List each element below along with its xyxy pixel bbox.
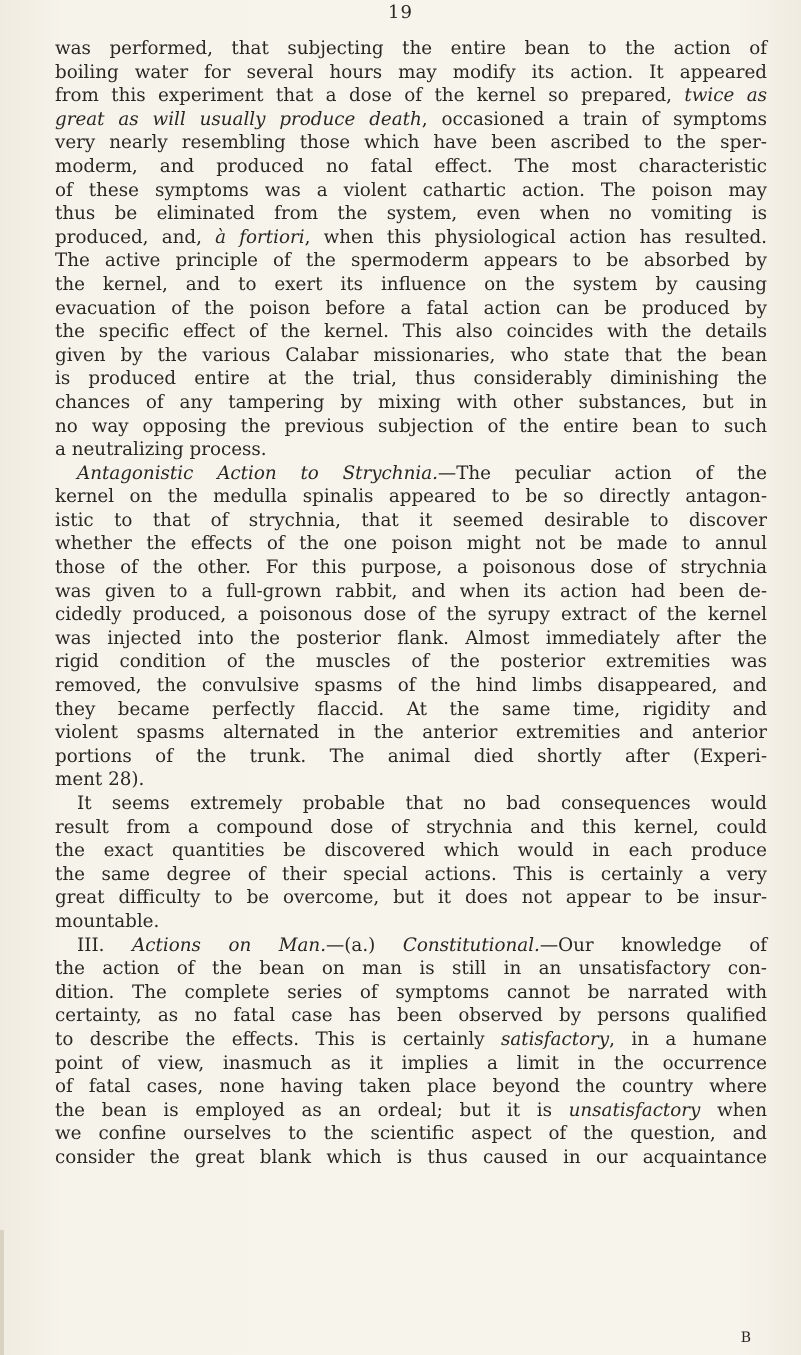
line-text: The active principle of the spermoderm appears to be absorbed by [55, 250, 767, 272]
line-text: very nearly resembling those which have been ascribed to the sper- [55, 132, 767, 154]
text-line [55, 344, 767, 368]
line-text: , in a humane [609, 1028, 767, 1050]
text-line [55, 1146, 767, 1170]
text-line [55, 367, 767, 391]
line-text: we confine ourselves to the scientific aspect of the question, and [55, 1123, 767, 1145]
line-text: , when this physiological action has resulted. [304, 226, 767, 248]
line-text: the specific effect of the kernel. This also coincides with the details [55, 321, 767, 343]
text-line [55, 839, 767, 863]
line-text: when [700, 1099, 768, 1121]
text-line [55, 556, 767, 580]
text-line [55, 1099, 767, 1123]
line-text: the kernel, and to exert its influence on the system by causing [55, 273, 767, 295]
line-text: —Our knowledge of [539, 934, 767, 956]
line-text: they became perfectly flaccid. At the same time, rigidity and [55, 698, 767, 720]
text-line [55, 910, 767, 934]
text-line [55, 1075, 767, 1099]
italic-text: unsatisfactory [568, 1099, 701, 1121]
line-text: produced, and, [55, 226, 216, 248]
text-line [55, 1122, 767, 1146]
text-line [55, 1052, 767, 1076]
text-line [55, 297, 767, 321]
line-text: istic to that of strychnia, that it seemed desirable to discover [55, 509, 767, 531]
line-text: evacuation of the poison before a fatal action can be produced by [55, 297, 767, 319]
line-text: , occasioned a train of symptoms [421, 108, 767, 130]
text-line [55, 273, 767, 297]
text-line [55, 179, 767, 203]
page-edge-shadow [0, 1230, 4, 1355]
line-text: certainty, as no fatal case has been observed by persons qualified [55, 1005, 767, 1027]
text-line [55, 438, 767, 462]
line-text: removed, the convulsive spasms of the hind limbs disappeared, and [55, 675, 767, 697]
text-line [55, 108, 767, 132]
line-text: cidedly produced, a poisonous dose of the syrupy extract of the kernel [55, 604, 767, 626]
text-line [55, 462, 767, 486]
italic-text: à fortiori [215, 226, 305, 248]
line-text: the same degree of their special actions. This is certainly a very [55, 863, 767, 885]
text-line [55, 745, 767, 769]
line-text: whether the effects of the one poison might not be made to annul [55, 533, 767, 555]
text-line [55, 391, 767, 415]
line-text: moderm, and produced no fatal effect. The most characteristic [55, 155, 767, 177]
text-line [55, 650, 767, 674]
line-text: violent spasms alternated in the anterior extremities and anterior [55, 722, 767, 744]
line-text: —(a.) [326, 934, 403, 956]
line-text: no way opposing the previous subjection of the entire bean to such [55, 415, 767, 437]
text-line [55, 721, 767, 745]
text-line [55, 61, 767, 85]
line-text: dition. The complete series of symptoms cannot be narrated with [55, 981, 767, 1003]
text-line [55, 509, 767, 533]
text-line [55, 957, 767, 981]
text-line [55, 816, 767, 840]
text-line [55, 768, 767, 792]
line-text: of fatal cases, none having taken place beyond the country where [55, 1076, 767, 1098]
line-text: those of the other. For this purpose, a poisonous dose of strychnia [55, 557, 767, 579]
line-text: was performed, that subjecting the entire bean to the action of [55, 38, 767, 59]
text-line [55, 37, 767, 61]
italic-text: Actions on Man. [132, 934, 327, 956]
line-text: III. [77, 934, 133, 956]
text-line [55, 792, 767, 816]
line-text: was given to a full-grown rabbit, and when its action had been de- [55, 580, 767, 602]
line-text: the bean is employed as an ordeal; but it is [55, 1099, 569, 1121]
text-line [55, 131, 767, 155]
text-line [55, 580, 767, 604]
line-text: great difficulty to be overcome, but it does not appear to be insur- [55, 887, 767, 909]
line-text: a neutralizing process. [55, 439, 267, 461]
line-text: kernel on the medulla spinalis appeared to be so directly antagon- [55, 486, 767, 508]
line-text: was injected into the posterior flank. Almost immediately after the [55, 627, 767, 649]
line-text: consider the great blank which is thus caused in our acquaintance [55, 1146, 767, 1168]
line-text: It seems extremely probable that no bad consequences would [77, 793, 767, 814]
line-text: boiling water for several hours may modify its action. It appeared [55, 61, 767, 83]
text-line [55, 1028, 767, 1052]
line-text: chances of any tampering by mixing with other substances, but in [55, 391, 767, 413]
text-line [55, 155, 767, 179]
text-line [55, 202, 767, 226]
text-line [55, 84, 767, 108]
italic-text: great as will usually produce death [55, 108, 422, 130]
text-line [55, 415, 767, 439]
text-line [55, 320, 767, 344]
line-text: mountable. [55, 910, 160, 932]
line-text: portions of the trunk. The animal died shortly after (Experi- [55, 745, 767, 767]
page-number: 19 [388, 2, 413, 23]
line-text: rigid condition of the muscles of the posterior extremities was [55, 651, 767, 673]
text-line [55, 934, 767, 958]
signature-mark: B [740, 1330, 751, 1346]
text-line [55, 249, 767, 273]
line-text: given by the various Calabar missionaries, who state that the bean [55, 344, 767, 366]
line-text: ment 28). [55, 769, 145, 791]
line-text: result from a compound dose of strychnia and this kernel, could [55, 816, 767, 838]
text-line [55, 886, 767, 910]
line-text: the action of the bean on man is still in an unsatisfactory con- [55, 958, 767, 980]
italic-text: twice as [684, 85, 767, 107]
line-text: —The peculiar action of the [437, 462, 767, 484]
italic-text: satisfactory [500, 1028, 610, 1050]
text-line [55, 981, 767, 1005]
text-line [55, 226, 767, 250]
text-line [55, 532, 767, 556]
text-line [55, 485, 767, 509]
italic-text: Constitutional. [402, 934, 540, 956]
body-text [55, 37, 767, 1170]
line-text: from this experiment that a dose of the kernel so prepared, [55, 85, 685, 107]
text-line [55, 674, 767, 698]
line-text: of these symptoms was a violent cathartic action. The poison may [55, 179, 767, 201]
line-text: point of view, inasmuch as it implies a limit in the occurrence [55, 1052, 767, 1074]
line-text: to describe the effects. This is certainly [55, 1028, 501, 1050]
line-text: is produced entire at the trial, thus considerably diminishing the [55, 368, 767, 390]
line-text: thus be eliminated from the system, even when no vomiting is [55, 203, 767, 225]
text-line [55, 698, 767, 722]
italic-text: Antagonistic Action to Strychnia. [77, 462, 438, 484]
text-line [55, 1004, 767, 1028]
text-line [55, 603, 767, 627]
text-line [55, 627, 767, 651]
line-text: the exact quantities be discovered which would in each produce [55, 840, 767, 862]
text-line [55, 863, 767, 887]
